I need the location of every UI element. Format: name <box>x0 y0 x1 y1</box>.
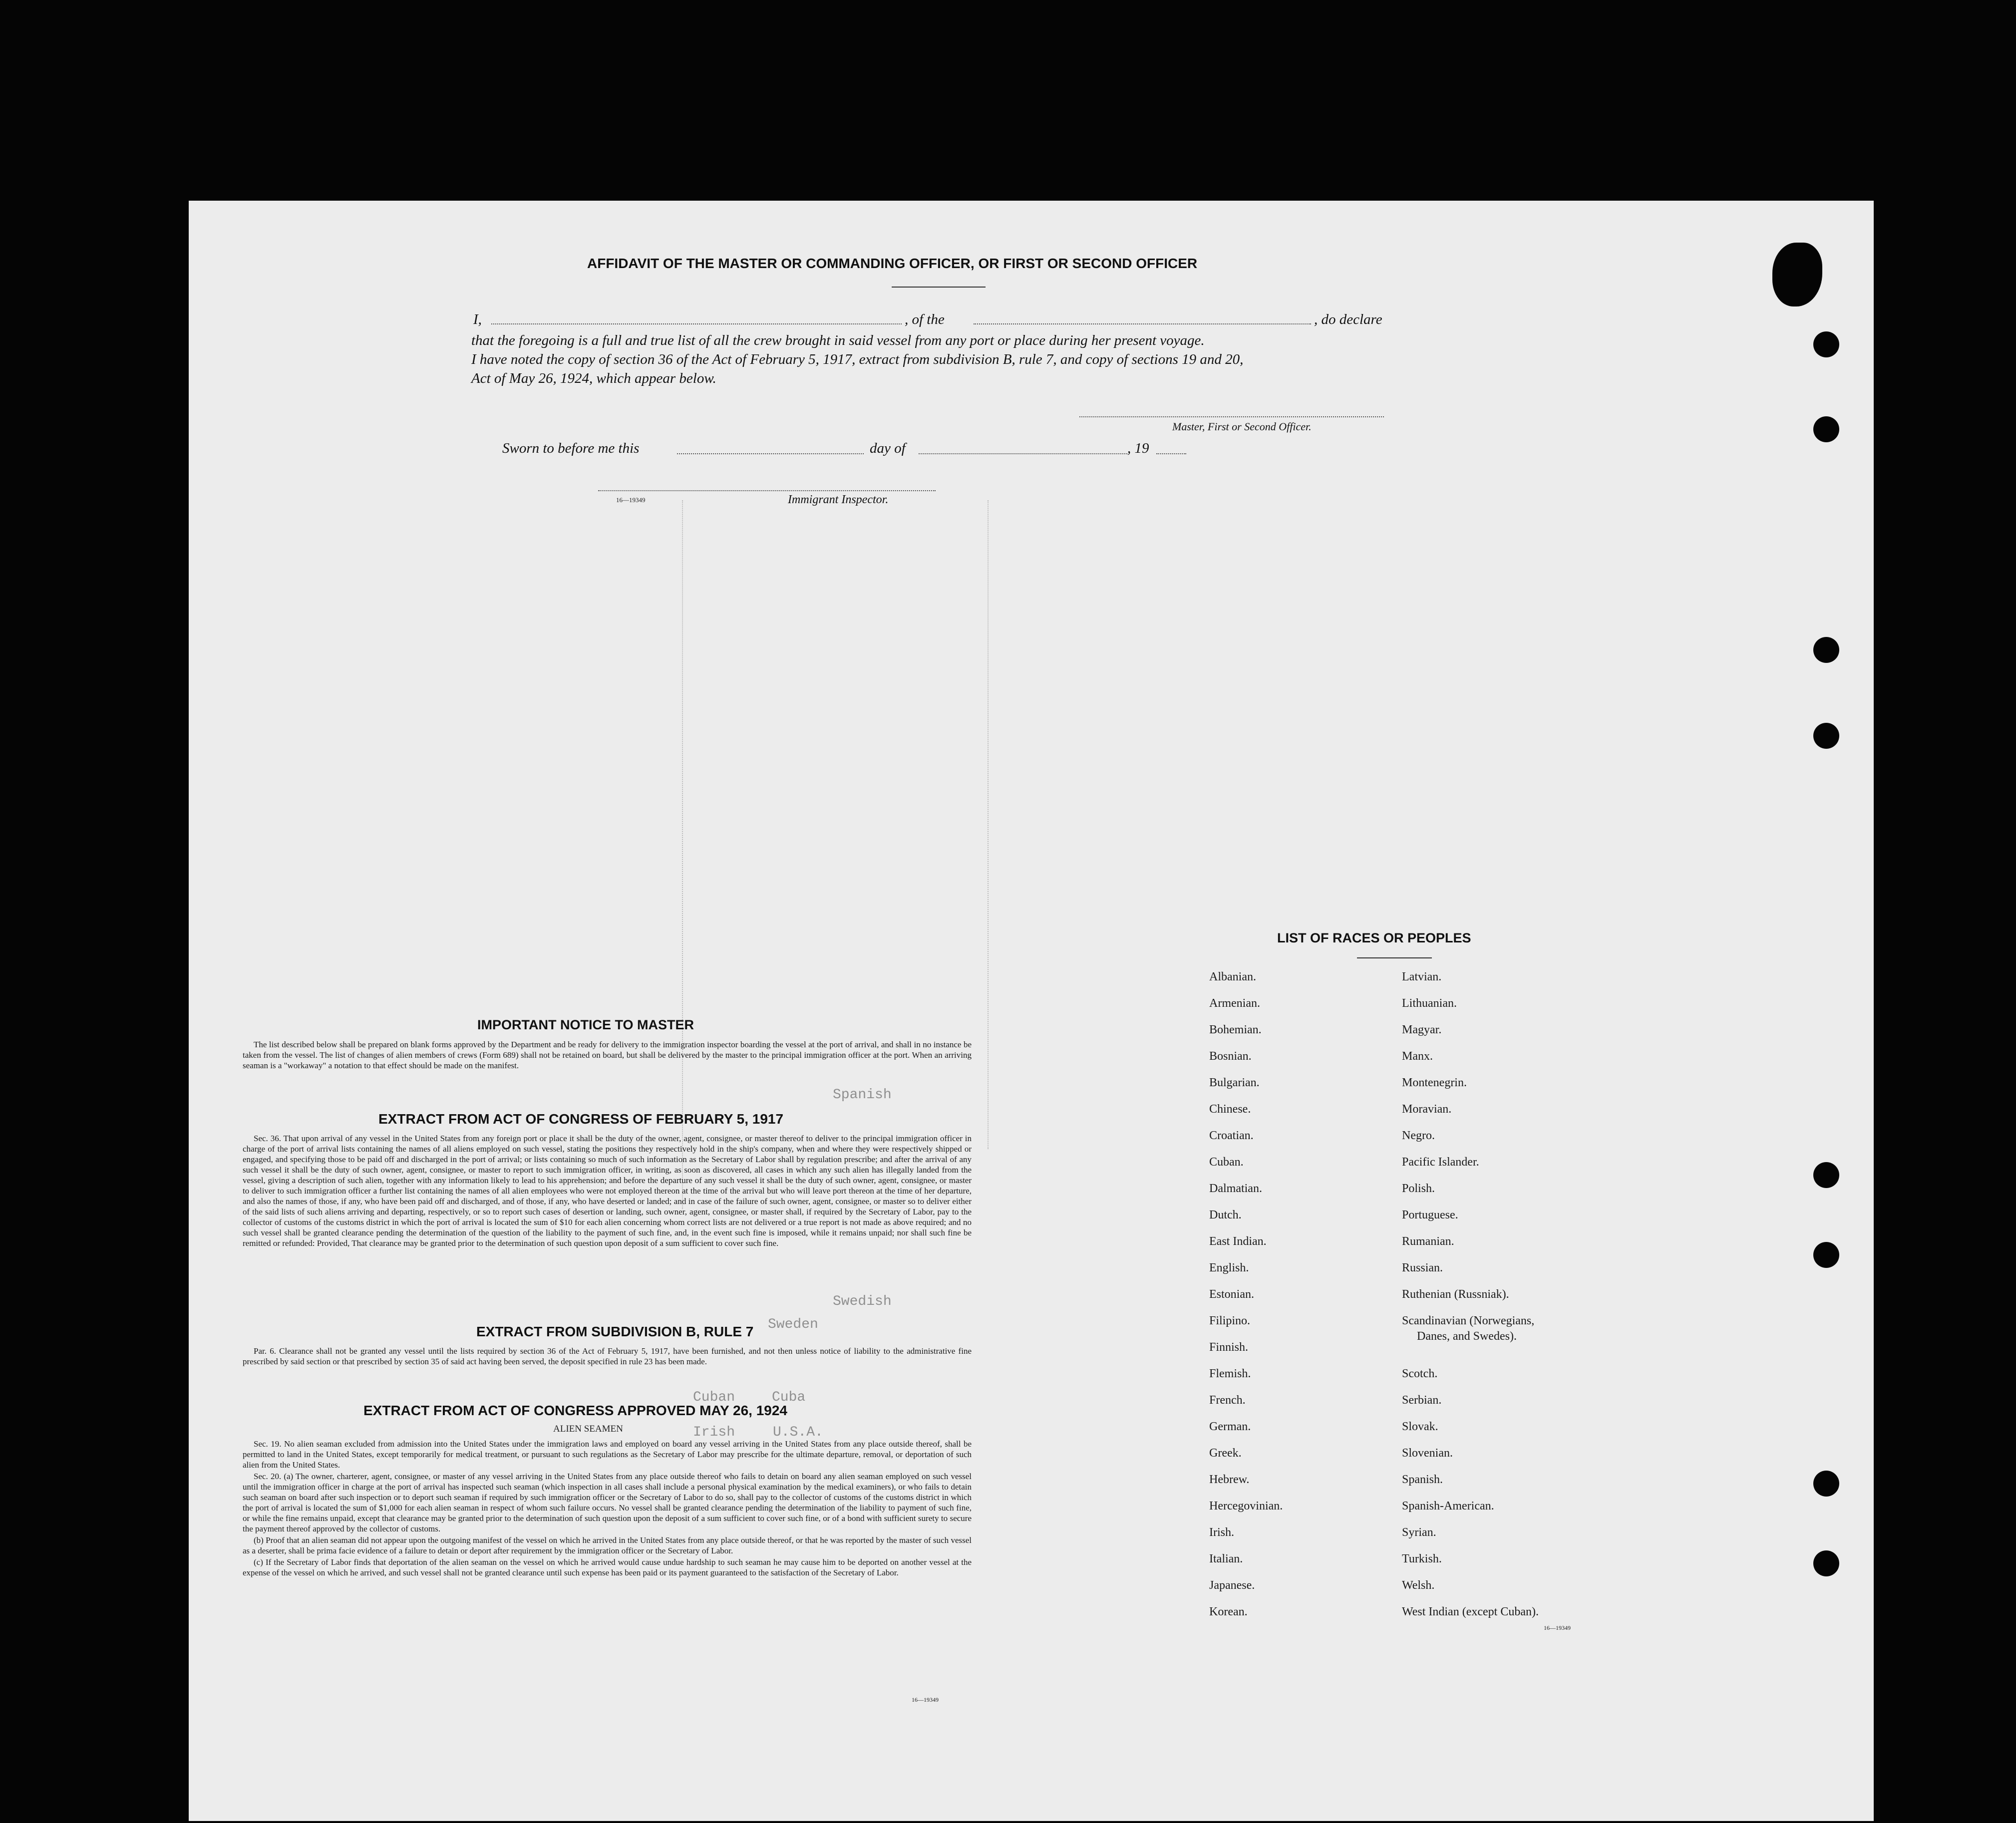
race-item: West Indian (except Cuban). <box>1402 1605 1539 1618</box>
race-item: Montenegrin. <box>1402 1076 1467 1089</box>
ghost-text: Sweden <box>768 1317 818 1332</box>
form-number: 16—19349 <box>616 496 646 504</box>
race-item: Finnish. <box>1209 1341 1249 1354</box>
ghost-text: Irish <box>693 1425 735 1440</box>
race-item: Hercegovinian. <box>1209 1500 1283 1513</box>
race-item: Rumanian. <box>1402 1235 1454 1248</box>
extract-rule7-text: Par. 6. Clearance shall not be granted any vessel until the lists required by section 36 of the Act of February 5, 1917, have been furnished, and not then unless notice of liability to the administrative fine prescribed by said section or that prescribed by section 35 of said act having been served, the deposit specified in rule 23 has been made. <box>243 1346 972 1366</box>
officer-signature-caption: Master, First or Second Officer. <box>1172 420 1312 433</box>
race-item: Magyar. <box>1402 1023 1442 1036</box>
ghost-text: Swedish <box>833 1294 892 1309</box>
race-item: Scotch. <box>1402 1367 1438 1380</box>
punch-hole <box>1813 723 1839 749</box>
race-item: Bosnian. <box>1209 1050 1252 1063</box>
race-item: Estonian. <box>1209 1288 1254 1301</box>
sworn-day-field[interactable] <box>677 453 864 454</box>
race-item-continuation: Danes, and Swedes). <box>1417 1330 1517 1343</box>
punch-hole <box>1813 331 1839 357</box>
race-item: Syrian. <box>1402 1526 1436 1539</box>
races-title-rule <box>1357 957 1432 958</box>
document-page <box>189 201 1874 1821</box>
declare-label: , do declare <box>1314 311 1382 327</box>
declarant-name-field[interactable] <box>491 323 902 324</box>
race-item: Bulgarian. <box>1209 1076 1260 1089</box>
race-item: Hebrew. <box>1209 1473 1250 1486</box>
race-item: Dalmatian. <box>1209 1182 1262 1195</box>
race-item: Croatian. <box>1209 1129 1254 1142</box>
extract-rule7-title: EXTRACT FROM SUBDIVISION B, RULE 7 <box>476 1324 754 1339</box>
vessel-label: , of the <box>905 311 945 327</box>
race-item: Irish. <box>1209 1526 1234 1539</box>
punch-hole <box>1813 1162 1839 1188</box>
race-item: Russian. <box>1402 1261 1443 1274</box>
race-item: Flemish. <box>1209 1367 1251 1380</box>
affidavit-line-2: that the foregoing is a full and true list of all the crew brought in said vessel from any port or place during her present voyage. <box>471 332 1205 348</box>
ghost-text: Cuba <box>772 1390 806 1405</box>
affidavit-title: AFFIDAVIT OF THE MASTER OR COMMANDING OFFICER, OR FIRST OR SECOND OFFICER <box>587 256 1198 271</box>
race-item: Bohemian. <box>1209 1023 1262 1036</box>
race-item: Korean. <box>1209 1605 1248 1618</box>
punch-hole <box>1813 1242 1839 1268</box>
race-item: French. <box>1209 1394 1246 1407</box>
race-item: Serbian. <box>1402 1394 1442 1407</box>
race-item: Latvian. <box>1402 970 1442 983</box>
notice-title: IMPORTANT NOTICE TO MASTER <box>477 1017 694 1032</box>
race-item: Italian. <box>1209 1552 1243 1565</box>
race-item: Slovenian. <box>1402 1447 1453 1460</box>
punch-hole <box>1813 1550 1839 1576</box>
race-item: East Indian. <box>1209 1235 1267 1248</box>
race-item: Albanian. <box>1209 970 1256 983</box>
affidavit-line-3: I have noted the copy of section 36 of the Act of February 5, 1917, extract from subdivision B, rule 7, and copy of sections 19 and 20, <box>471 351 1244 367</box>
affidavit-line-4: Act of May 26, 1924, which appear below. <box>471 370 716 386</box>
punch-hole <box>1813 416 1839 442</box>
day-of-label: day of <box>870 440 906 456</box>
race-item: Polish. <box>1402 1182 1435 1195</box>
race-item: German. <box>1209 1420 1251 1433</box>
race-item: Spanish-American. <box>1402 1500 1494 1513</box>
extract-1917-title: EXTRACT FROM ACT OF CONGRESS OF FEBRUARY 5, 1917 <box>378 1111 784 1127</box>
race-item: Chinese. <box>1209 1103 1251 1116</box>
race-item: Lithuanian. <box>1402 997 1457 1010</box>
races-form-number: 16—19349 <box>1544 1624 1571 1631</box>
race-item: Moravian. <box>1402 1103 1452 1116</box>
inspector-caption: Immigrant Inspector. <box>788 493 889 506</box>
race-item: Spanish. <box>1402 1473 1443 1486</box>
extract-1924-title: EXTRACT FROM ACT OF CONGRESS APPROVED MAY 26, 1924 <box>363 1403 787 1418</box>
race-item: Negro. <box>1402 1129 1435 1142</box>
race-item: Welsh. <box>1402 1579 1435 1592</box>
race-item: Slovak. <box>1402 1420 1438 1433</box>
race-item: English. <box>1209 1261 1249 1274</box>
ghost-text: Spanish <box>833 1087 892 1103</box>
extract-1924-text: Sec. 19. No alien seaman excluded from admission into the United States under the immigration laws and employed on board any vessel arriving in the United States from any place outside thereof, shall be permitted to land in the United States, except temporarily for medical treatment, or pursuant to such regulations as the Secretary of Labor may prescribe for the ultimate departure, removal, or deportation of such alien from the United States. Sec. 20. (a) The owner, charterer, agent, consignee, or master of any vessel arriving in the United States from any place outside thereof who fails to detain on board any alien seaman employed on such vessel until the immigration officer in charge at the port of arrival has inspected such seaman (which inspection in all cases shall include a personal physical examination by the medical examiners), or who fails to detain such seaman on board after such inspection or to deport such seaman if required by such immigration officer or the Secretary of Labor to do so, shall pay to the collector of customs of the customs district in which the port of arrival is located the sum of $1,000 for each alien seaman in respect of whom such failure occurs. No vessel shall be granted clearance pending the determination of the liability to payment of such fine, or while the fine remains unpaid, except that clearance may be granted prior to the determination of such question upon the deposit of a sum sufficient to cover such fine, or of a bond with sufficient surety to secure the payment thereof approved by the collector of customs. (b) Proof that an alien seaman did not appear upon the outgoing manifest of the vessel on which he arrived in the United States from any place outside thereof, or that he was reported by the master of such vessel as a deserter, shall be prima facie evidence of a failure to detain or deport after requirement by the immigration officer or the Secretary of Labor. (c) If the Secretary of Labor finds that deportation of the alien seaman on the vessel on which he arrived would cause undue hardship to such seaman he may cause him to be deported on another vessel at the expense of the vessel on which he arrived, and such vessel shall not be granted clearance until such expense has been paid or its payment guaranteed to the satisfaction of the Secretary of Labor. <box>243 1439 972 1577</box>
torn-corner <box>1772 243 1822 306</box>
title-rule <box>892 287 986 288</box>
sworn-year-field[interactable] <box>1156 453 1186 454</box>
sworn-month-field[interactable] <box>919 453 1127 454</box>
races-title: LIST OF RACES OR PEOPLES <box>1277 930 1471 945</box>
race-item: Scandinavian (Norwegians, <box>1402 1314 1535 1327</box>
inspector-signature-field[interactable] <box>598 490 936 491</box>
year-label: , 19 <box>1127 440 1149 456</box>
vessel-name-field[interactable] <box>974 323 1311 324</box>
punch-hole <box>1813 637 1839 663</box>
extract-1917-text: Sec. 36. That upon arrival of any vessel in the United States from any foreign port or place it shall be the duty of the owner, agent, consignee, or master thereof to deliver to the principal immigration officer in charge of the port of arrival lists containing the names of all aliens employed on such vessel, stating the positions they respectively hold in the ship's company, when and where they were respectively shipped or engaged, and specifying those to be paid off and discharged in the port of arrival; or lists containing so much of such information as the Secretary of Labor shall by regulation prescribe; and after the arrival of any such vessel it shall be the duty of such owner, agent, consignee, or master to report to such immigration officer, in writing, as soon as discovered, all cases in which any such alien has illegally landed from the vessel, giving a description of such alien, together with any information likely to lead to his apprehension; and before the departure of any such vessel it shall be the duty of such owner, agent, consignee, or master to deliver to such immigration officer a further list containing the names of all alien employees who were not employed thereon at the time of the arrival but who will leave port thereon at the time of her departure, and also the names of those, if any, who have been paid off and discharged, and of those, if any, who have deserted or landed; and in case of the failure of such owner, agent, consignee, or master so to deliver either of the said lists of such aliens arriving and departing, respectively, or so to report such cases of desertion or landing, such owner, agent, consignee, or master shall, if required by the Secretary of Labor, pay to the collector of customs of the customs district in which the port of arrival is located the sum of $10 for each alien concerning whom correct lists are not delivered or a true report is not made as above required; and no such vessel shall be granted clearance pending the determination of the question of the liability to the payment of such fine, and, in the event such fine is imposed, while it remains unpaid; nor shall such fine be remitted or refunded: Provided, That clearance may be granted prior to the determination of such question upon deposit of a sum sufficient to cover such fine. <box>243 1134 972 1248</box>
punch-hole <box>1813 1471 1839 1497</box>
race-item: Pacific Islander. <box>1402 1156 1479 1169</box>
ghost-text: Cuban <box>693 1390 735 1405</box>
race-item: Armenian. <box>1209 997 1260 1010</box>
ghost-text: U.S.A. <box>773 1425 823 1440</box>
race-item: Greek. <box>1209 1447 1242 1460</box>
race-item: Turkish. <box>1402 1552 1442 1565</box>
race-item: Portuguese. <box>1402 1209 1458 1221</box>
race-item: Japanese. <box>1209 1579 1255 1592</box>
race-item: Manx. <box>1402 1050 1433 1063</box>
extract-form-number: 16—19349 <box>912 1696 939 1703</box>
race-item: Filipino. <box>1209 1314 1251 1327</box>
sworn-label: Sworn to before me this <box>502 440 640 456</box>
extract-1924-subtitle: ALIEN SEAMEN <box>553 1424 623 1434</box>
officer-signature-field[interactable] <box>1079 416 1384 417</box>
notice-text: The list described below shall be prepared on blank forms approved by the Department and be ready for delivery to the immigration inspector boarding the vessel at the port of arrival, and shall in no instance be taken from the vessel. The list of changes of alien members of crews (Form 689) shall not be retained on board, but shall be delivered by the master to the principal immigration officer at the port. When an arriving seaman is a "workaway" a notation to that effect should be made on the manifest. <box>243 1040 972 1070</box>
declarant-label: I, <box>473 311 482 327</box>
race-item: Ruthenian (Russniak). <box>1402 1288 1509 1301</box>
race-item: Cuban. <box>1209 1156 1244 1169</box>
race-item: Dutch. <box>1209 1209 1242 1221</box>
